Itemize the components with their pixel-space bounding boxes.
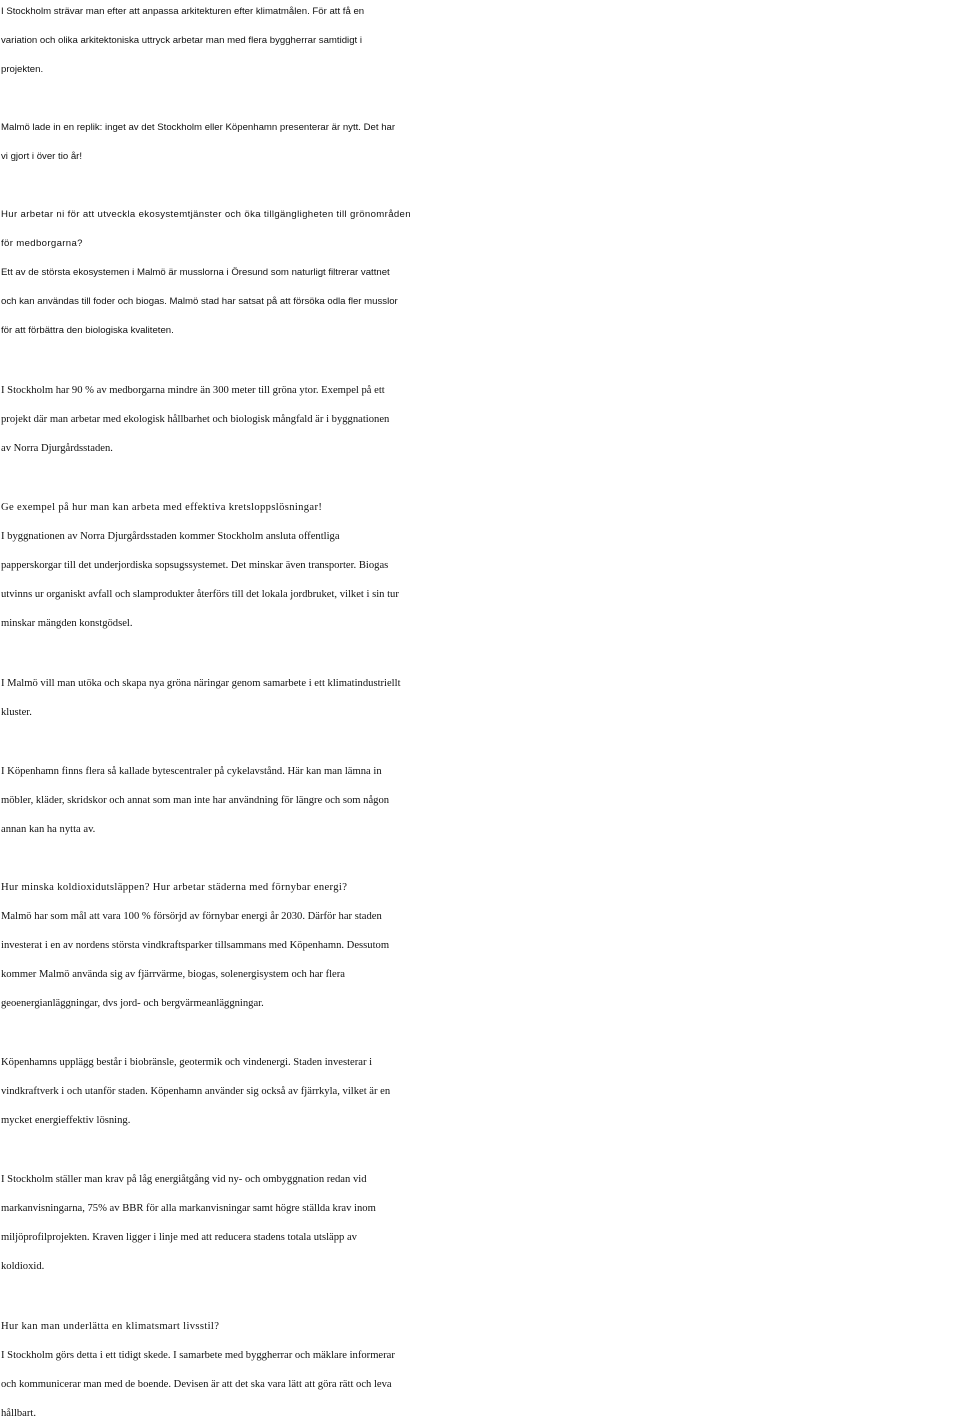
text-line: mycket energieffektiv lösning. (1, 1115, 131, 1126)
text-line: Malmö lade in en replik: inget av det Stockholm eller Köpenhamn presenterar är nytt. Det har (1, 122, 396, 133)
text-line: projekten. (1, 64, 44, 75)
text-line: och kommunicerar man med de boende. Devisen är att det ska vara lätt att göra rätt och leva (1, 1379, 392, 1390)
text-line: och kan användas till foder och biogas. Malmö stad har satsat på att försöka odla fler musslor (1, 296, 398, 307)
text-line: minskar mängden konstgödsel. (1, 618, 133, 629)
text-line: möbler, kläder, skridskor och annat som man inte har användning för längre och som någon (1, 795, 390, 806)
text-line: variation och olika arkitektoniska uttryck arbetar man med flera byggherrar samtidigt i (1, 35, 362, 46)
text-line: papperskorgar till det underjordiska sopsugssystemet. Det minskar även transporter. Biogas (1, 560, 389, 571)
text-line: kommer Malmö använda sig av fjärrvärme, biogas, solenergisystem och har flera (1, 969, 345, 980)
text-line: Hur arbetar ni för att utveckla ekosystemtjänster och öka tillgängligheten till grönområden (1, 209, 411, 220)
text-line: hållbart. (1, 1408, 37, 1419)
text-line: investerat i en av nordens största vindkraftsparker tillsammans med Köpenhamn. Dessutom (1, 940, 390, 951)
text-line: utvinns ur organiskt avfall och slamprodukter återförs till det lokala jordbruket, vilket i sin tur (1, 589, 399, 600)
text-line: I byggnationen av Norra Djurgårdsstaden kommer Stockholm ansluta offentliga (1, 531, 340, 542)
text-line: Malmö har som mål att vara 100 % försörjd av förnybar energi år 2030. Därför har staden (1, 911, 382, 922)
text-line: I Köpenhamn finns flera så kallade bytescentraler på cykelavstånd. Här kan man lämna in (1, 766, 382, 777)
text-line: I Malmö vill man utöka och skapa nya gröna näringar genom samarbete i ett klimatindustriellt (1, 678, 401, 689)
text-line: annan kan ha nytta av. (1, 824, 96, 835)
text-line: Köpenhamns upplägg består i biobränsle, geotermik och vindenergi. Staden investerar i (1, 1057, 373, 1068)
text-line: miljöprofilprojekten. Kraven ligger i linje med att reducera stadens totala utsläpp av (1, 1232, 357, 1243)
text-line: geoenergianläggningar, dvs jord- och bergvärmeanläggningar. (1, 998, 264, 1009)
text-line: I Stockholm görs detta i ett tidigt skede. I samarbete med byggherrar och mäklare informerar (1, 1350, 395, 1361)
text-line: kluster. (1, 707, 32, 718)
text-line: Hur minska koldioxidutsläppen? Hur arbetar städerna med förnybar energi? (1, 882, 348, 893)
text-line: markanvisningarna, 75% av BBR för alla markanvisningar samt högre ställda krav inom (1, 1203, 376, 1214)
text-line: vi gjort i över tio år! (1, 151, 83, 162)
text-line: Hur kan man underlätta en klimatsmart livsstil? (1, 1321, 220, 1332)
text-line: av Norra Djurgårdsstaden. (1, 443, 113, 454)
text-line: Ge exempel på hur man kan arbeta med effektiva kretsloppslösningar! (1, 502, 323, 513)
text-line: för att förbättra den biologiska kvaliteten. (1, 325, 174, 336)
text-line: I Stockholm strävar man efter att anpassa arkitekturen efter klimatmålen. För att få en (1, 6, 365, 17)
text-line: vindkraftverk i och utanför staden. Köpenhamn använder sig också av fjärrkyla, vilket är en (1, 1086, 391, 1097)
text-line: I Stockholm ställer man krav på låg energiåtgång vid ny- och ombyggnation redan vid (1, 1174, 367, 1185)
text-line: projekt där man arbetar med ekologisk hållbarhet och biologisk mångfald är i byggnationen (1, 414, 390, 425)
text-line: Ett av de största ekosystemen i Malmö är musslorna i Öresund som naturligt filtrerar vattnet (1, 267, 390, 278)
text-line: koldioxid. (1, 1261, 45, 1272)
text-line: för medborgarna? (1, 238, 83, 249)
text-line: I Stockholm har 90 % av medborgarna mindre än 300 meter till gröna ytor. Exempel på ett (1, 385, 385, 396)
